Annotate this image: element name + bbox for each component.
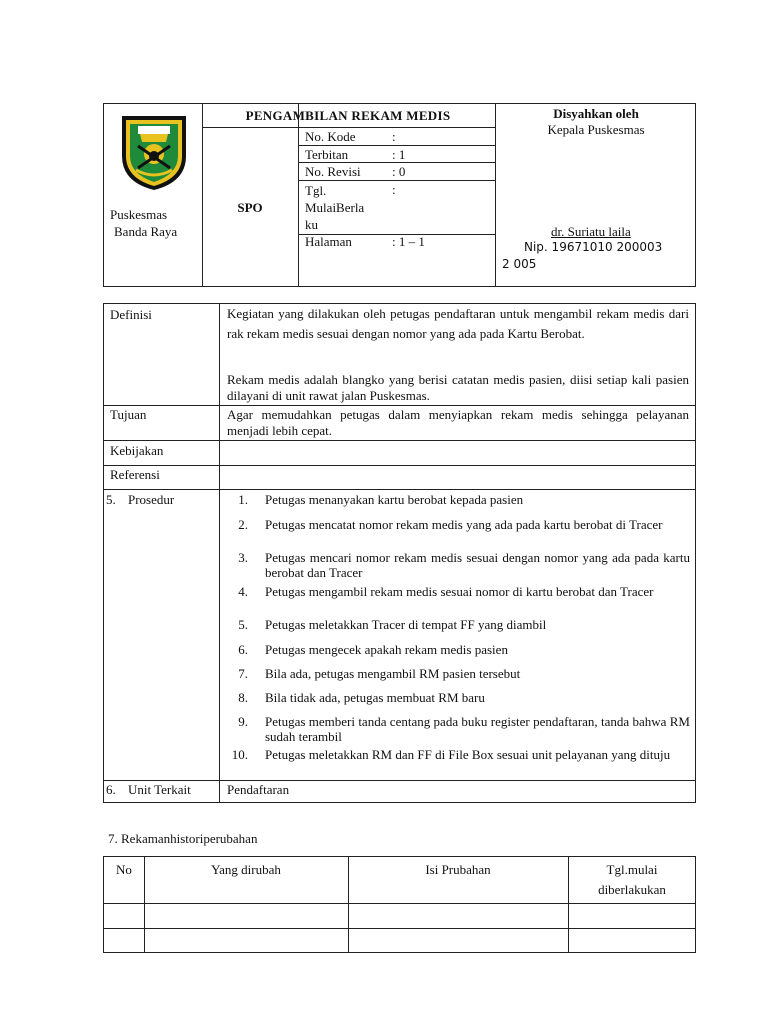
field-value-terbitan: : 1 — [392, 147, 406, 162]
prosedur-label: Prosedur — [128, 492, 175, 507]
organization-name — [110, 206, 177, 240]
step-number: 5. — [238, 617, 248, 632]
step-number: 3. — [238, 550, 248, 565]
field-value-halaman: : 1 – 1 — [392, 234, 425, 249]
history-table — [103, 856, 696, 953]
step-number: 2. — [238, 517, 248, 532]
step-number: 10. — [231, 747, 248, 762]
puskesmas-emblem-icon — [116, 112, 192, 192]
history-col-date: Tgl.mulai diberlakukan — [598, 862, 666, 897]
field-label-terbitan: Terbitan — [305, 147, 349, 162]
step-number: 8. — [238, 690, 248, 705]
step-number: 4. — [238, 584, 248, 599]
definisi-label: Definisi — [110, 307, 152, 322]
approved-by-label: Disyahkan oleh — [553, 106, 639, 121]
field-label-tgl: Tgl. MulaiBerla ku — [305, 183, 365, 232]
step-text: Petugas menanyakan kartu berobat kepada pasien — [265, 492, 524, 507]
spo-content-table — [103, 303, 696, 803]
unit-terkait-text: Pendaftaran — [227, 782, 290, 797]
history-col-no: No — [116, 862, 132, 877]
org-line-1: Puskesmas — [110, 207, 168, 222]
step-text: Petugas meletakkan RM dan FF di File Box sesuai unit pelayanan yang dituju — [265, 747, 671, 762]
tujuan-text: Agar memudahkan petugas dalam menyiapkan rekam medis sehingga pelayanan menjadi lebih cepat. — [227, 407, 689, 438]
approver-nip — [502, 239, 696, 273]
field-label-halaman: Halaman — [305, 234, 352, 249]
history-col-content: Isi Prubahan — [425, 862, 491, 877]
step-number: 6. — [238, 642, 248, 657]
field-value-tgl: : — [392, 182, 396, 197]
step-text: Petugas mengambil rekam medis sesuai nomor di kartu berobat dan Tracer — [265, 584, 654, 599]
step-text: Petugas meletakkan Tracer di tempat FF yang diambil — [265, 617, 547, 632]
field-label-revisi: No. Revisi — [305, 164, 361, 179]
header-table — [103, 103, 696, 287]
unit-number: 6. — [106, 782, 116, 797]
step-text: Bila ada, petugas mengambil RM pasien tersebut — [265, 666, 521, 681]
history-col-changed: Yang dirubah — [211, 862, 281, 877]
step-text: Bila tidak ada, petugas membuat RM baru — [265, 690, 485, 705]
field-value-kode: : — [392, 129, 396, 144]
unit-terkait-label: Unit Terkait — [128, 782, 191, 797]
definisi-paragraph-1: Kegiatan yang dilakukan oleh petugas pendaftaran untuk mengambil rekam medis dari rak rekam medis sesuai dengan nomor yang ada pada Kartu Berobat. — [227, 306, 689, 341]
step-text: Petugas mengecek apakah rekam medis pasien — [265, 642, 508, 657]
nip-line-2: 2 005 — [502, 257, 537, 271]
approver-name: dr. Suriatu laila — [551, 224, 631, 239]
document-title: PENGAMBILAN REKAM MEDIS — [245, 108, 451, 123]
tujuan-label: Tujuan — [110, 407, 147, 422]
step-number: 7. — [238, 666, 248, 681]
field-label-kode: No. Kode — [305, 129, 356, 144]
prosedur-number: 5. — [106, 492, 116, 507]
referensi-label: Referensi — [110, 467, 160, 482]
approver-title: Kepala Puskesmas — [547, 122, 645, 137]
step-text: Petugas mencatat nomor rekam medis yang ada pada kartu berobat di Tracer — [265, 517, 663, 532]
history-heading: 7. Rekamanhistoriperubahan — [108, 831, 258, 846]
step-number: 1. — [238, 492, 248, 507]
definisi-paragraph-2: Rekam medis adalah blangko yang berisi catatan medis pasien, diisi setiap kali pasien dilayani di unit rawat jalan Puskesmas. — [227, 372, 689, 403]
step-text: Petugas mencari nomor rekam medis sesuai dengan nomor yang ada pada kartu berobat dan Tracer — [265, 550, 690, 580]
org-line-2: Banda Raya — [114, 224, 178, 239]
spo-label: SPO — [237, 200, 263, 215]
field-value-revisi: : 0 — [392, 164, 406, 179]
nip-line-1: Nip. 19671010 200003 — [524, 240, 663, 254]
kebijakan-label: Kebijakan — [110, 443, 164, 458]
step-text: Petugas memberi tanda centang pada buku register pendaftaran, tanda bahwa RM sudah terambil — [265, 714, 690, 744]
step-number: 9. — [238, 714, 248, 729]
